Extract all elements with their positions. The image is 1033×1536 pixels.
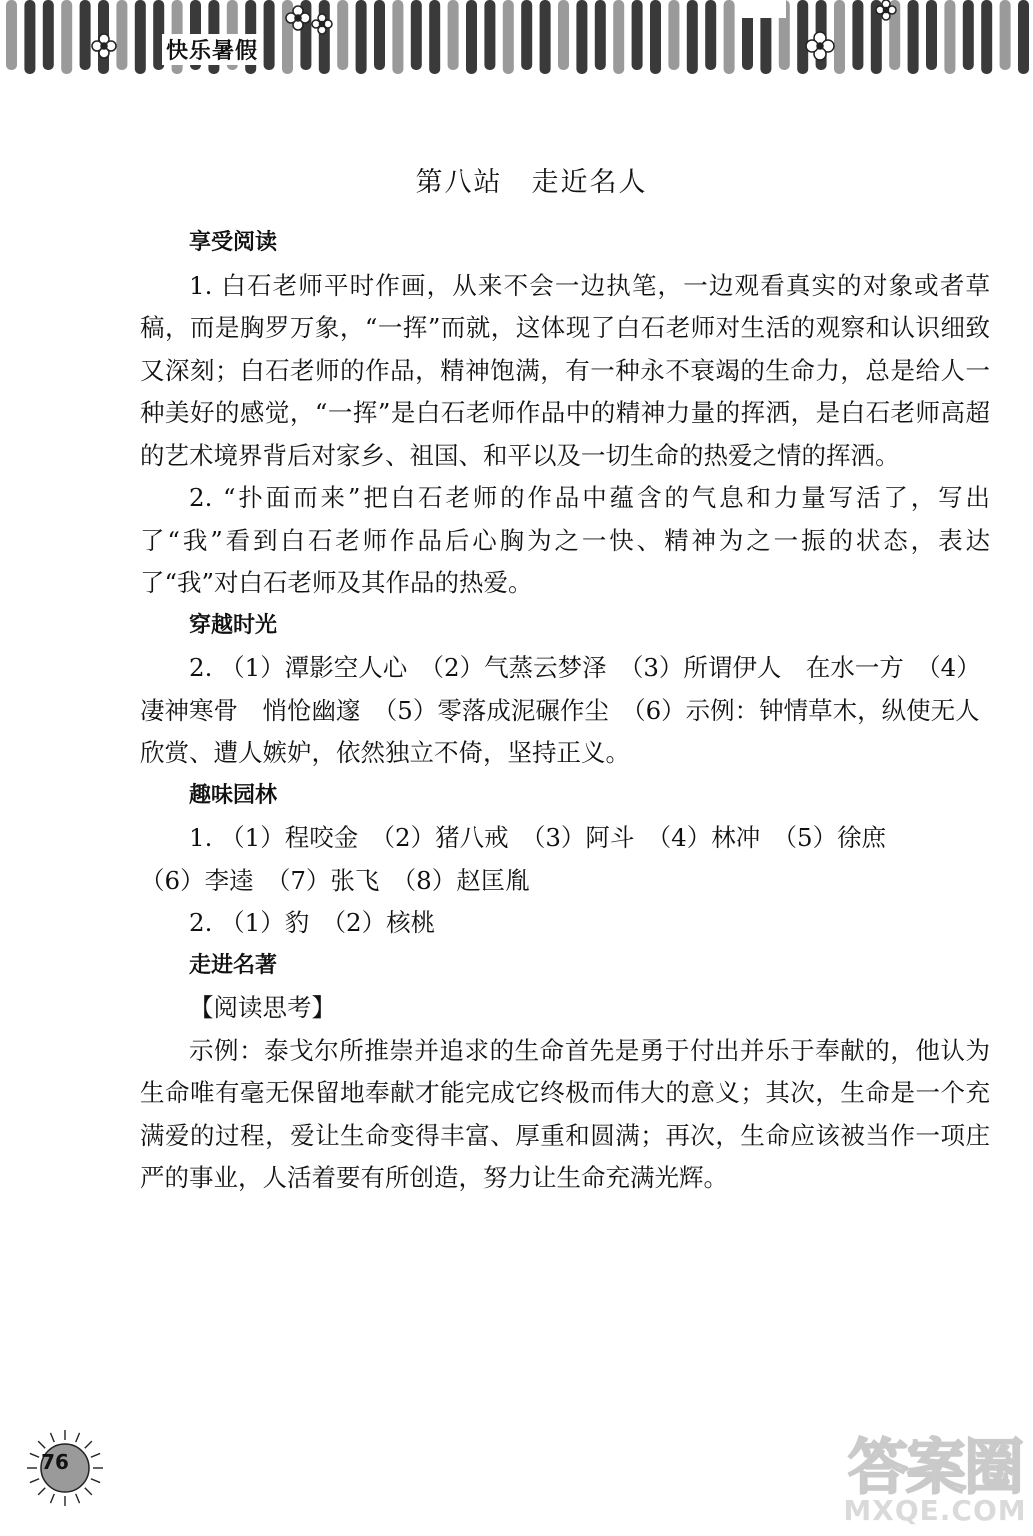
banner-stripe [374,0,385,70]
banner-stripe [466,0,477,74]
answer-line: 2. （1）豹 （2）核桃 [189,908,436,937]
answer-paragraph: 2. （1）潭影空人心 （2）气蒸云梦泽 （3）所谓伊人 在水一方 （4）凄神寒骨 悄怆幽邃 （5）零落成泥碾作尘 （6）示例：钟情草木，纵使无人欣赏、遭人嫉妒，依然独立不倚，坚持正义。 [140,653,981,767]
header-banner [0,0,1033,80]
banner-stripe [6,0,17,70]
watermark-logo-text: 答案圈 [848,1433,1022,1503]
sun-ray [76,1433,80,1442]
sun-ray [38,1488,45,1495]
sun-ray [50,1433,54,1442]
banner-stripe [135,0,146,74]
banner-stripe [282,0,293,74]
sun-ray [85,1441,92,1448]
header-title: 快乐暑假 [162,34,262,65]
banner-stripe [981,0,992,74]
section-heading-reading: 享受阅读 [189,230,278,255]
banner-stripe [834,0,845,74]
banner-stripe [43,0,54,70]
sun-ray [76,1494,80,1503]
sun-ray [91,1479,100,1483]
banner-stripe [484,0,495,70]
banner-stripe [392,0,403,74]
banner-stripe [724,0,735,74]
sun-ray [30,1479,39,1483]
banner-stripe [80,0,91,70]
watermark-url: MXQE.COM [843,1494,1027,1527]
banner-stripe [61,0,72,74]
banner-stripes [0,0,1033,80]
banner-stripe [521,0,532,70]
banner-stripe [632,0,643,70]
banner-stripe [613,0,624,74]
sub-heading: 【阅读思考】 [189,993,336,1022]
banner-stripe [503,0,514,74]
banner-stripe [558,0,569,70]
banner-stripe [337,0,348,70]
banner-stripe [1018,0,1029,74]
banner-stripe [705,0,716,70]
banner-stripe [319,0,330,74]
page-content [140,222,990,1200]
banner-stripe [963,0,974,70]
banner-stripe [852,0,863,70]
page-title: 第八站 走近名人 [415,167,648,198]
sun-ray [38,1441,45,1448]
answer-line: 1. （1）程咬金 （2）猪八戒 （3）阿斗 （4）林冲 （5）徐庶 [189,823,887,852]
banner-stripe [944,0,955,74]
banner-stripe [24,0,35,74]
banner-stripe [687,0,698,74]
banner-stripe [926,0,937,70]
banner-stripe [650,0,661,74]
section-heading-classics: 走进名著 [189,952,278,978]
answer-line: （6）李逵 （7）张飞 （8）赵匡胤 [140,865,530,895]
banner-stripe [429,0,440,74]
watermark [840,1420,1030,1530]
banner-stripe [116,0,127,70]
sun-ray [50,1494,54,1503]
banner-stripe [908,0,919,74]
banner-stripe [448,0,459,70]
banner-stripe [668,0,679,70]
banner-stripe [540,0,551,74]
banner-stripe [797,0,808,74]
sun-ray [85,1488,92,1495]
banner-stripe [411,0,422,70]
banner-stripe [576,0,587,74]
sun-ray [91,1453,100,1457]
section-heading-garden: 趣味园林 [189,782,278,808]
answer-paragraph: 2. “扑面而来”把白石老师的作品中蕴含的气息和力量写活了，写出了“我”看到白石老师作品后心胸为之一快、精神为之一振的状态，表达了“我”对白石老师及其作品的热爱。 [140,483,990,597]
banner-stripe [264,0,275,70]
answer-paragraph: 1. 白石老师平时作画，从来不会一边执笔，一边观看真实的对象或者草稿，而是胸罗万象，“一挥”而就，这体现了白石老师对生活的观察和认识细致又深刻；白石老师的作品，精神饱满，有一种永不衰竭的生命力，总是给人一种美好的感觉，“一挥”是白石老师作品中的精神力量的挥洒，是白石老师高超的艺术境界背后对家乡、祖国、和平以及一切生命的热爱之情的挥洒。 [140,270,990,470]
banner-stripe [595,0,606,70]
answer-paragraph: 示例：泰戈尔所推崇并追求的生命首先是勇于付出并乐于奉献的，他认为生命唯有毫无保留地奉献才能完成它终极而伟大的意义；其次，生命是一个充满爱的过程，爱让生命变得丰富、厚重和圆满；再次，生命应该被当作一项庄严的事业，人活着要有所创造，努力让生命充满光辉。 [140,1035,990,1192]
section-heading-time-travel: 穿越时光 [189,612,278,638]
banner-stripe [356,0,367,74]
banner-stripe [1000,0,1011,70]
page-number: 76 [41,1450,69,1474]
